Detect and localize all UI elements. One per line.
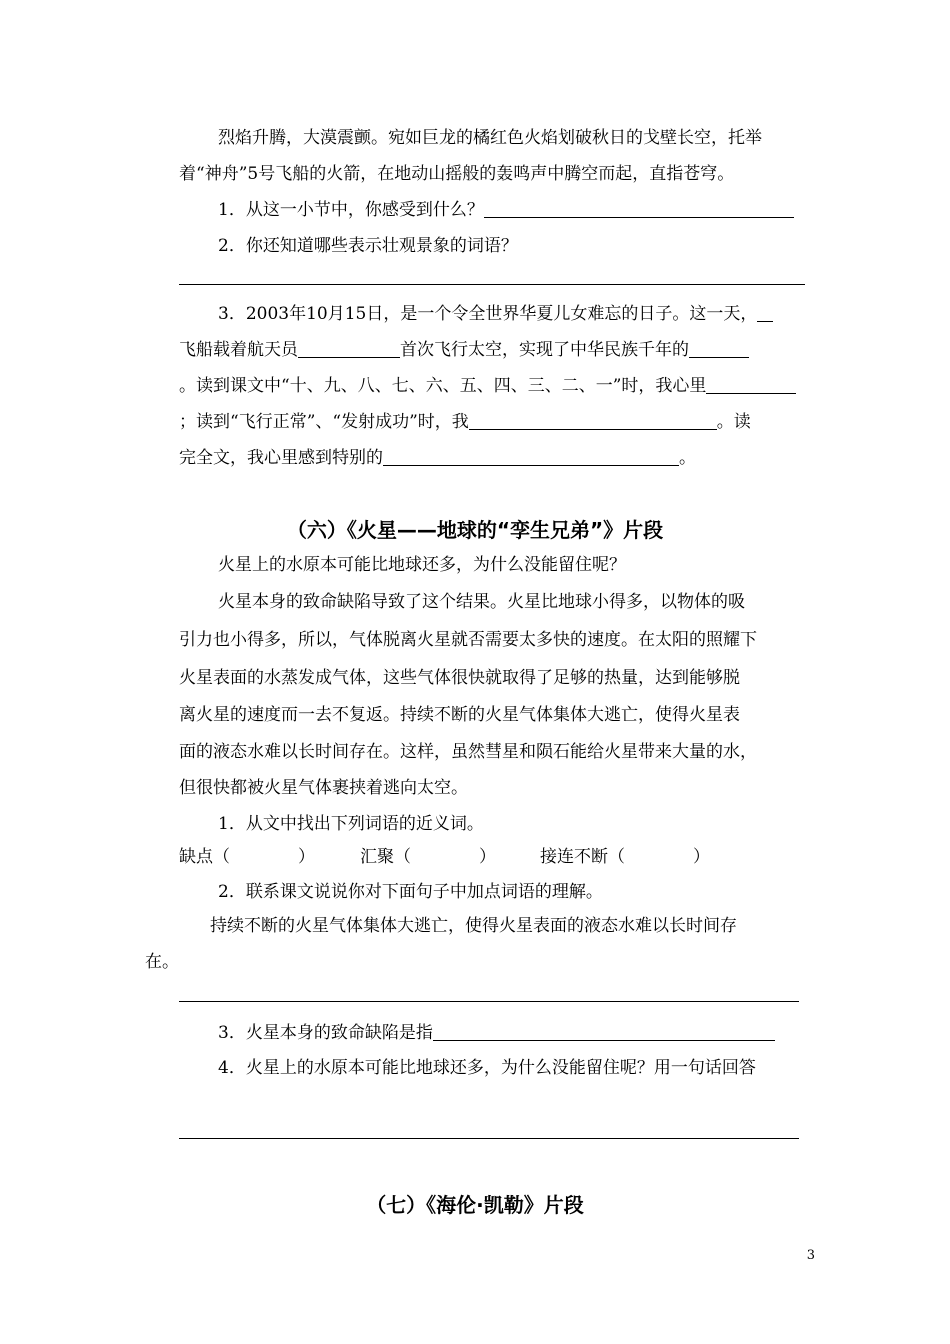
synonym-item[interactable]: 接连不断（ ）	[540, 847, 710, 867]
question-3-line	[179, 338, 749, 362]
answer-blank[interactable]	[757, 303, 773, 322]
passage-line: 火星上的水原本可能比地球还多，为什么没能留住呢？	[218, 555, 626, 575]
passage-line: 引力也小得多，所以，气体脱离火星就否需要太多快的速度。在太阳的照耀下	[179, 630, 757, 650]
question-4: 4．火星上的水原本可能比地球还多，为什么没能留住呢？用一句话回答	[218, 1058, 756, 1078]
question-text: 3．2003年10月15日，是一个令全世界华夏儿女难忘的日子。这一天，	[218, 304, 758, 324]
answer-blank[interactable]	[689, 339, 749, 358]
passage-line: 火星本身的致命缺陷导致了这个结果。火星比地球小得多，以物体的吸	[218, 592, 745, 612]
question-text: ；读到“飞行正常”、“发射成功”时，我	[179, 412, 469, 432]
question-text: 。读到课文中“十、九、八、七、六、五、四、三、二、一”时，我心里	[179, 376, 707, 396]
question-3-line	[218, 302, 773, 326]
synonym-item[interactable]: 缺点（ ）	[179, 847, 315, 867]
passage-line: 火星表面的水蒸发成气体，这些气体很快就取得了足够的热量，达到能够脱	[179, 668, 740, 688]
quoted-sentence: 在。	[145, 952, 179, 972]
synonym-item[interactable]: 汇聚（ ）	[360, 847, 496, 867]
question-2: 2．联系课文说说你对下面句子中加点词语的理解。	[218, 882, 603, 902]
answer-blank[interactable]	[298, 339, 400, 358]
question-3-line	[179, 410, 751, 434]
section-title: （七）《海伦·凯勒》片段	[366, 1193, 584, 1217]
passage-line: 面的液态水难以长时间存在。这样，虽然彗星和陨石能给火星带来大量的水，	[179, 742, 757, 762]
question-text: 完全文，我心里感到特别的	[179, 448, 383, 468]
question-text: 首次飞行太空，实现了中华民族千年的	[400, 340, 689, 360]
quoted-sentence: 持续不断的火星气体集体大逃亡，使得火星表面的液态水难以长时间存	[210, 916, 737, 936]
answer-blank[interactable]	[484, 199, 794, 218]
answer-line[interactable]	[179, 284, 805, 285]
passage-line: 离火星的速度而一去不复返。持续不断的火星气体集体大逃亡，使得火星表	[179, 705, 740, 725]
question-2: 2．你还知道哪些表示壮观景象的词语？	[218, 236, 518, 256]
question-text: 。	[679, 448, 696, 468]
answer-blank[interactable]	[706, 375, 796, 394]
answer-blank[interactable]	[433, 1022, 775, 1041]
answer-blank[interactable]	[469, 411, 717, 430]
passage-line: 烈焰升腾，大漠震颤。宛如巨龙的橘红色火焰划破秋日的戈壁长空，托举	[218, 128, 762, 148]
question-text: 。读	[716, 412, 751, 432]
question-3	[218, 1021, 775, 1045]
passage-line: 但很快都被火星气体裹挟着逃向太空。	[179, 778, 468, 798]
question-3-line	[179, 374, 796, 398]
question-text: 3．火星本身的致命缺陷是指	[218, 1023, 433, 1043]
question-text: 1．从这一小节中，你感受到什么？	[218, 200, 484, 220]
page-number: 3	[806, 1248, 815, 1263]
passage-line: 着“神舟”5号飞船的火箭，在地动山摇般的轰鸣声中腾空而起，直指苍穹。	[179, 164, 735, 184]
answer-line[interactable]	[179, 1138, 799, 1139]
question-1	[218, 198, 794, 222]
answer-line[interactable]	[179, 1001, 799, 1002]
answer-blank[interactable]	[383, 447, 679, 466]
question-1: 1．从文中找出下列词语的近义词。	[218, 814, 484, 834]
question-text: 飞船载着航天员	[179, 340, 298, 360]
section-title: （六）《火星——地球的“孪生兄弟”》片段	[286, 518, 664, 542]
question-3-line	[179, 446, 696, 470]
